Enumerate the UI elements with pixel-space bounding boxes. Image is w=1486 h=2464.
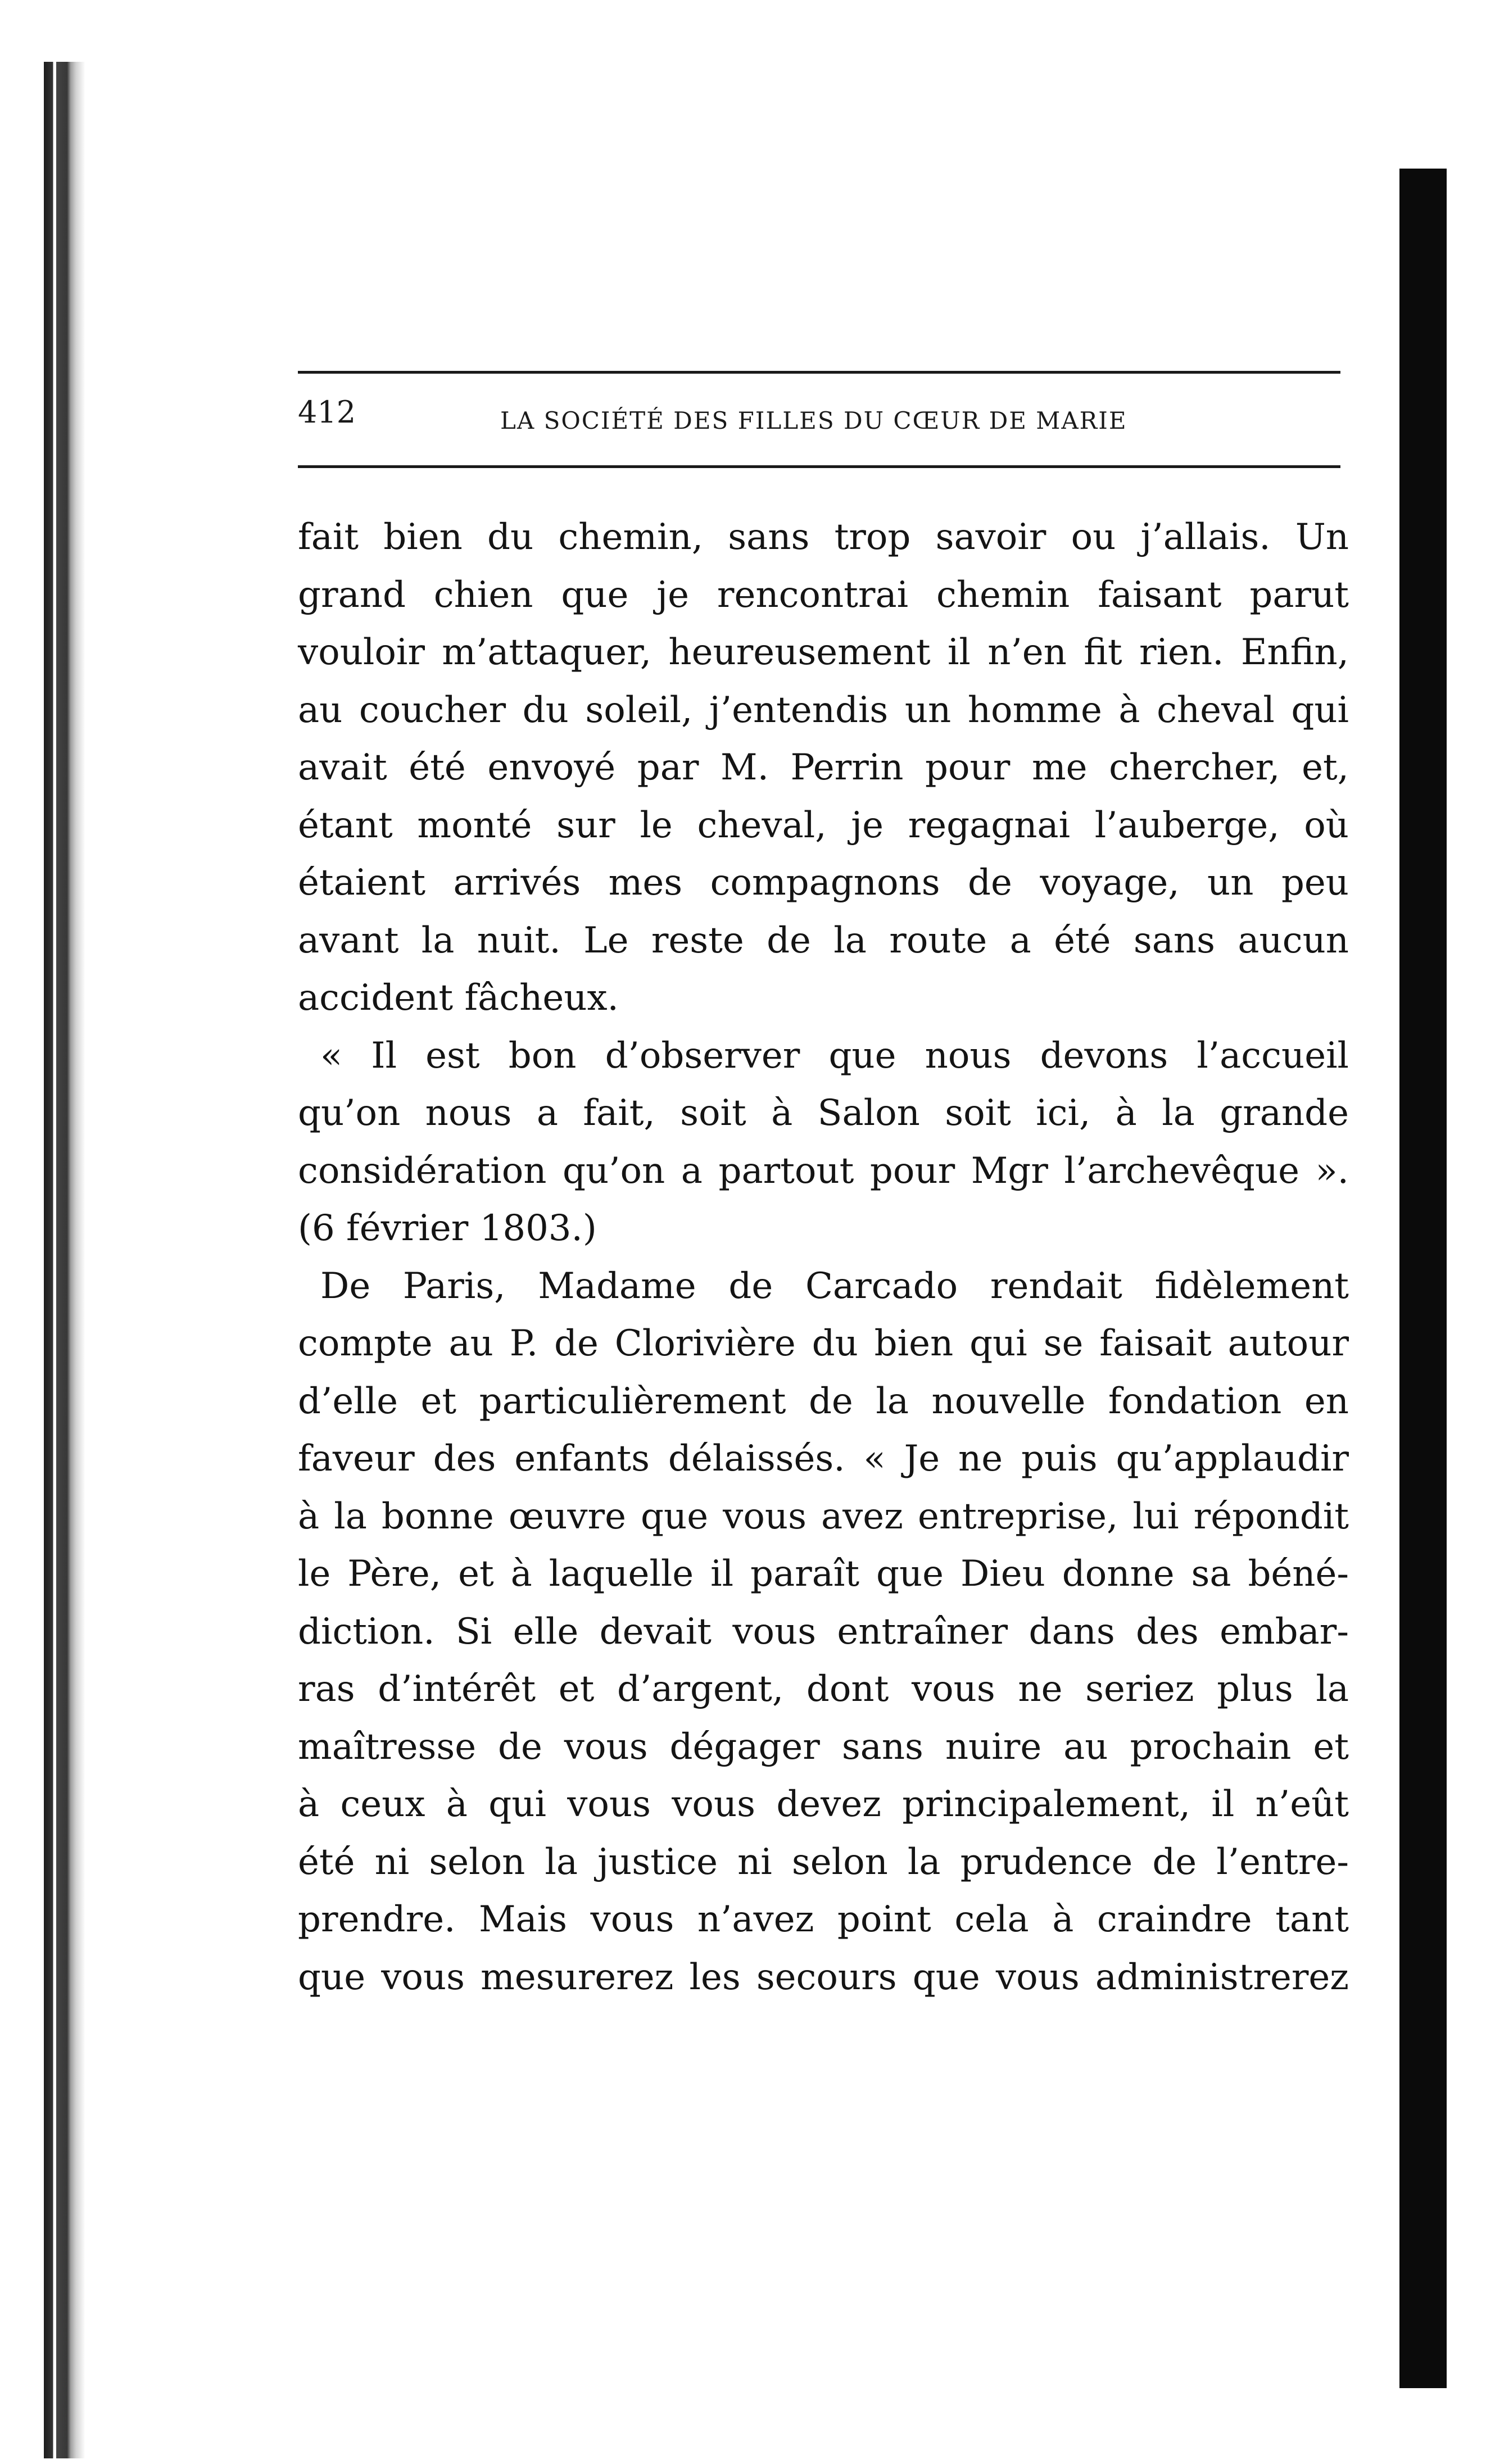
text-line: le Père, et à laquelle il paraît que Dieu donne sa béné- [298,1553,1349,1595]
running-title: LA SOCIÉTÉ DES FILLES DU CŒUR DE MARIE [500,407,1127,434]
header-top-rule [298,371,1340,374]
text-line: à la bonne œuvre que vous avez entreprise, lui répondit [298,1495,1349,1537]
text-line: prendre. Mais vous n’avez point cela à craindre tant [298,1899,1349,1940]
scanned-page-left-edge [44,62,96,2458]
text-line: d’elle et particulièrement de la nouvelle fondation en [298,1380,1349,1422]
text-line: faveur des enfants délaissés. « Je ne puis qu’applaudir [298,1438,1349,1480]
scanned-page-right-edge [1399,169,1447,2388]
text-line: à ceux à qui vous vous devez principalement, il n’eût [298,1784,1349,1825]
text-line: qu’on nous a fait, soit à Salon soit ici, à la grande [298,1092,1349,1134]
text-line: étaient arrivés mes compagnons de voyage, un peu [298,862,1349,904]
text-line: maîtresse de vous dégager sans nuire au prochain et [298,1726,1349,1768]
text-line: avant la nuit. Le reste de la route a été sans aucun [298,919,1349,961]
text-line: que vous mesurerez les secours que vous administrerez [298,1956,1349,1998]
text-line: (6 février 1803.) [298,1208,597,1249]
text-line: accident fâcheux. [298,977,619,1019]
text-line: vouloir m’attaquer, heureusement il n’en fit rien. Enfin, [298,632,1349,673]
header-bottom-rule [298,465,1340,468]
text-line: grand chien que je rencontrai chemin faisant parut [298,574,1349,616]
text-line: diction. Si elle devait vous entraîner dans des embar- [298,1610,1349,1653]
text-line: étant monté sur le cheval, je regagnai l’auberge, où [298,804,1349,846]
text-line: « Il est bon d’observer que nous devons l’accueil [320,1034,1349,1077]
text-line: avait été envoyé par M. Perrin pour me chercher, et, [298,747,1349,788]
text-line: fait bien du chemin, sans trop savoir ou j’allais. Un [298,516,1349,558]
text-line: ras d’intérêt et d’argent, dont vous ne seriez plus la [298,1668,1349,1710]
page-number: 412 [298,394,356,430]
text-line: considération qu’on a partout pour Mgr l’archevêque ». [298,1150,1349,1192]
text-line: compte au P. de Clorivière du bien qui se faisait autour [298,1323,1349,1364]
text-line: été ni selon la justice ni selon la prudence de l’entre- [298,1841,1349,1883]
text-line: au coucher du soleil, j’entendis un homme à cheval qui [298,689,1349,731]
text-line: De Paris, Madame de Carcado rendait fidèlement [320,1265,1349,1307]
page-header [298,393,1340,444]
body-text [298,509,1349,2006]
